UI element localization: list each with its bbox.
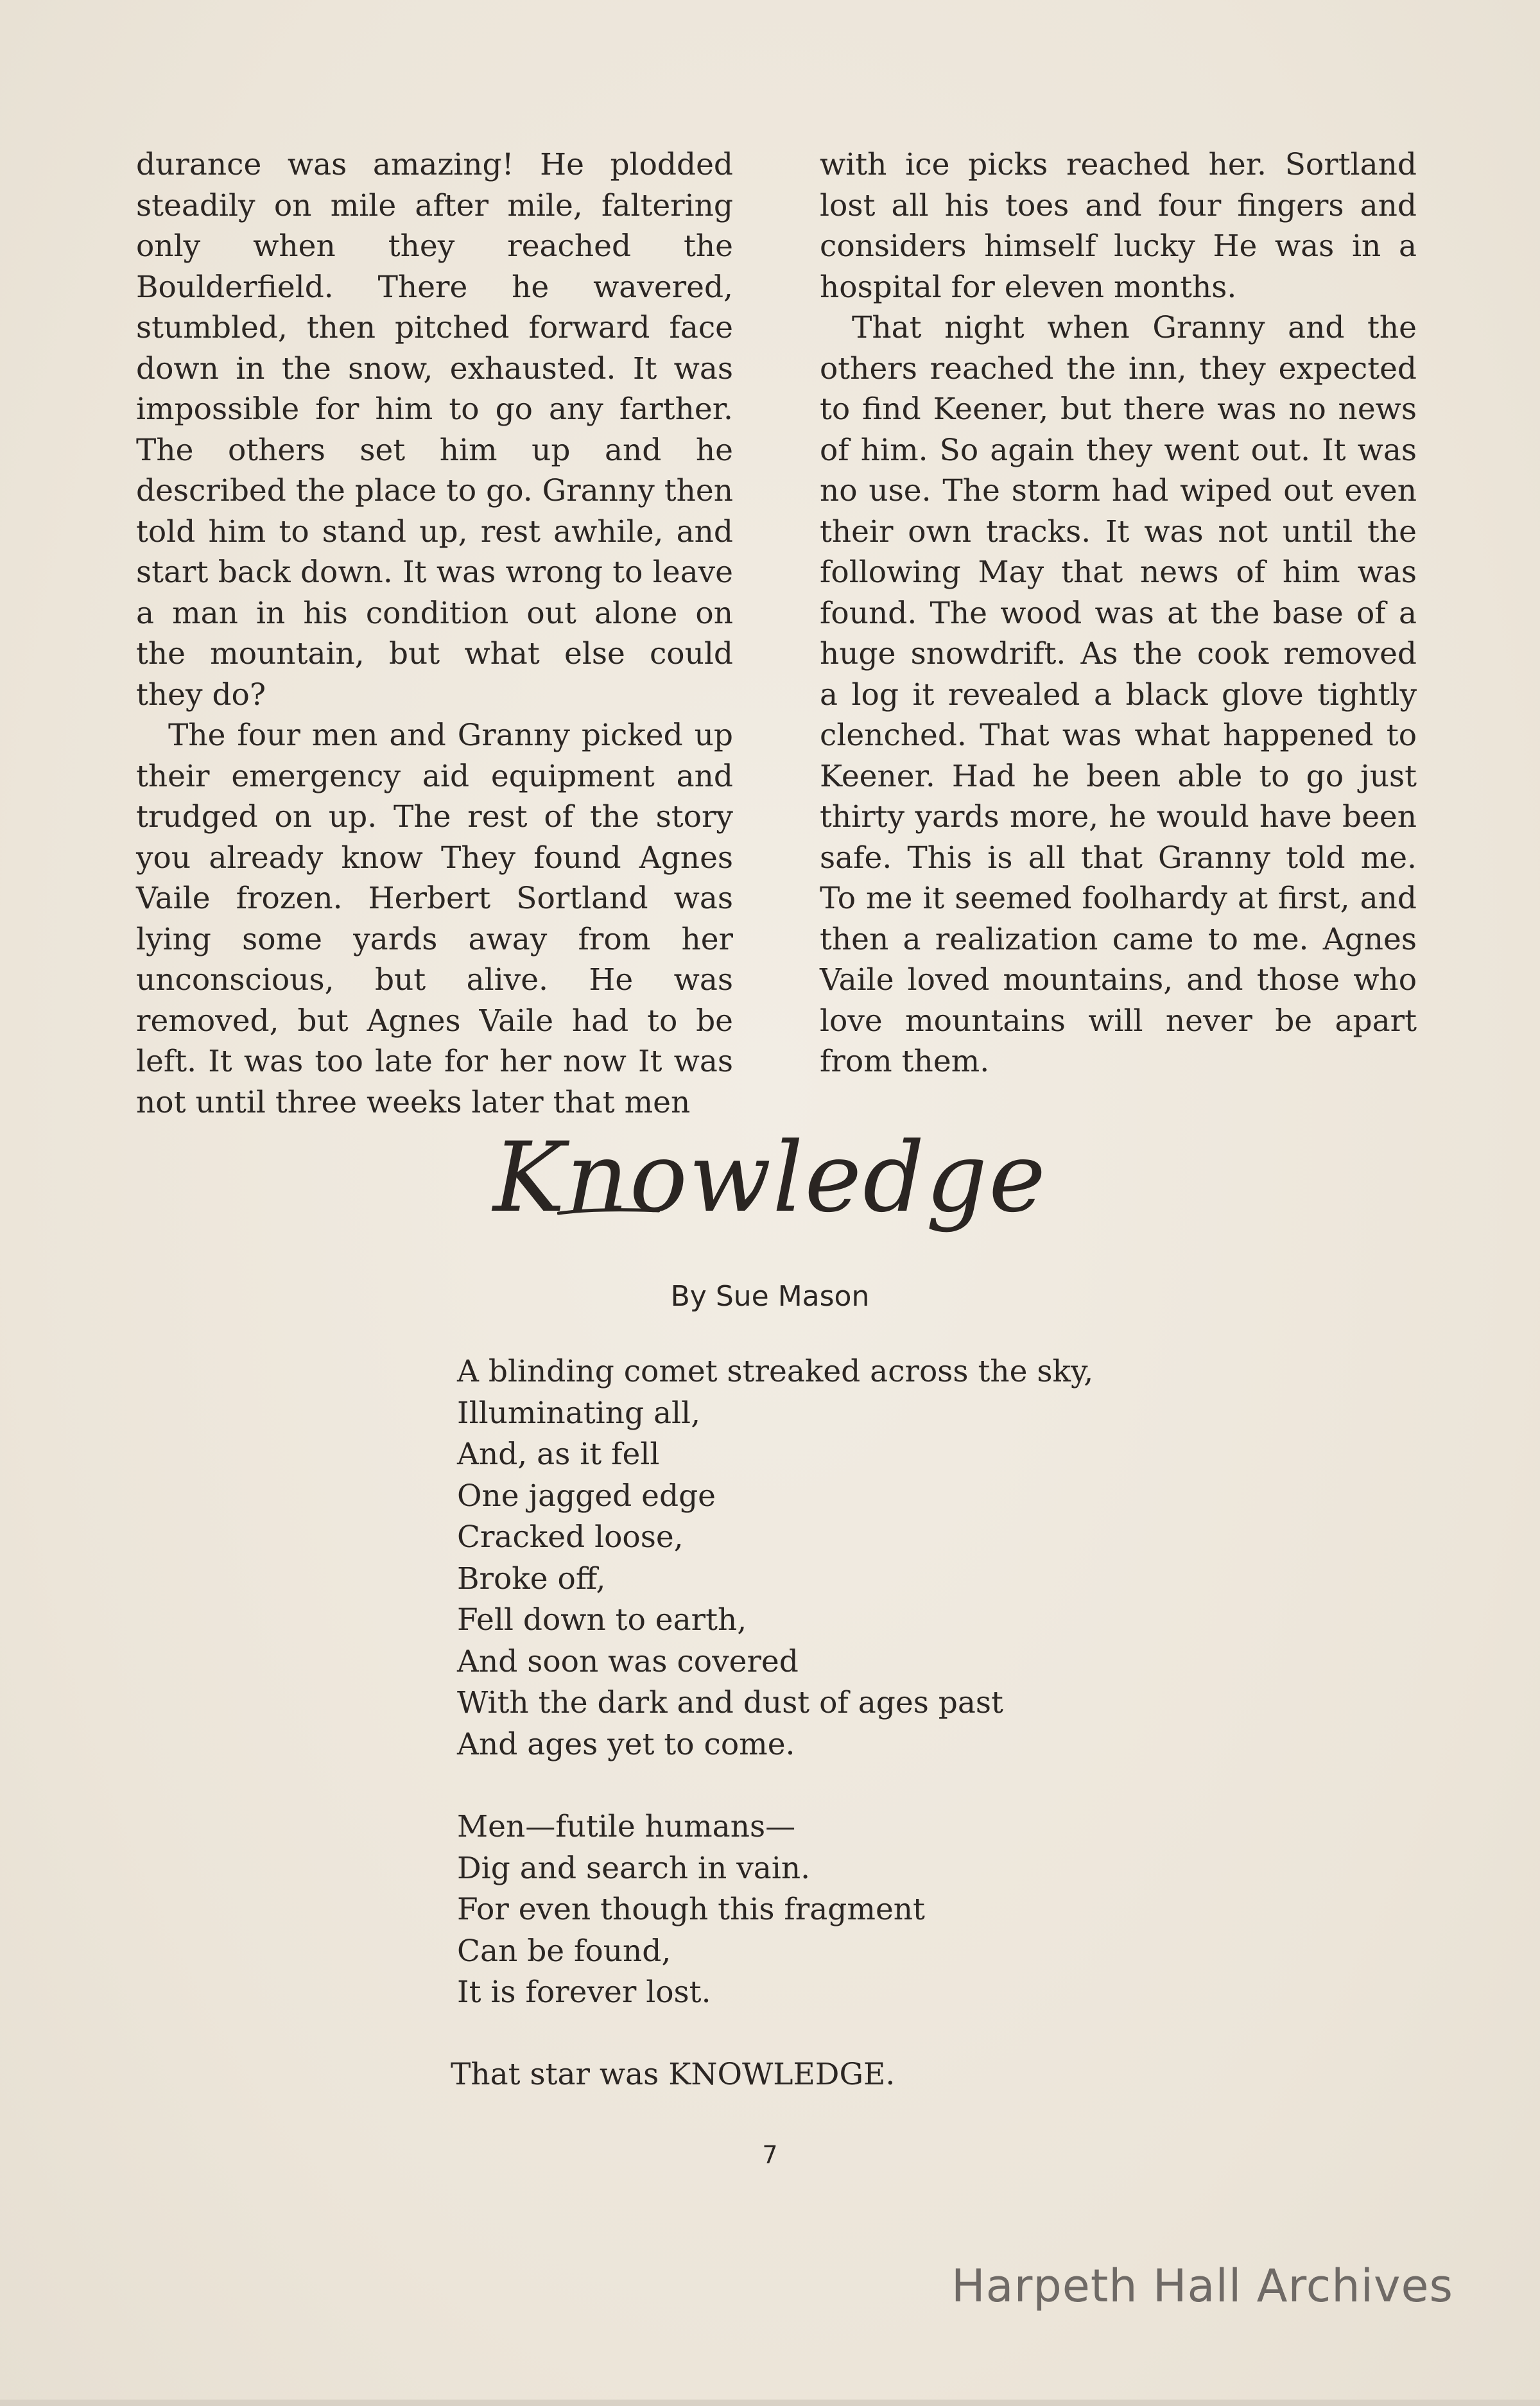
poem-line: For even though this fragment — [457, 1892, 925, 1927]
poem-line: Dig and search in vain. — [457, 1850, 811, 1886]
poem-line: Broke off, — [457, 1561, 606, 1597]
poem-title: Knowledge — [493, 1122, 1047, 1234]
poem-line: Illuminating all, — [457, 1395, 701, 1431]
page-bottom-edge — [0, 2400, 1540, 2406]
poem-line: And, as it fell — [457, 1437, 660, 1472]
poem-line: And ages yet to come. — [457, 1726, 795, 1762]
poem-line: With the dark and dust of ages past — [457, 1685, 1003, 1720]
title-flourish-icon — [557, 1207, 660, 1216]
poem-line: One jagged edge — [457, 1478, 716, 1514]
poem-line: It is forever lost. — [457, 1975, 711, 2010]
poem-stanza-1 — [457, 1351, 1163, 1765]
poem-line: Can be found, — [457, 1933, 671, 1969]
article-right-column — [820, 144, 1417, 1082]
poem-line: And soon was covered — [457, 1643, 799, 1679]
poem-body — [457, 1351, 1163, 2055]
article-paragraph: with ice picks reached her. Sortland lost all his toes and four fingers and considers himself lucky He was in a hospital for eleven months. — [820, 147, 1417, 305]
poem-line: Fell down to earth, — [457, 1602, 747, 1638]
poem-byline: By Sue Mason — [670, 1280, 870, 1313]
article-paragraph: durance was amazing! He plodded steadily on mile after mile, faltering only when they reached the Boulderfield. There he wavered, stumbled, then pitched forward face down in the snow, exhausted. It was impossible for him to go any farther. The others set him up and he described the place to go. Granny then told him to stand up, rest awhile, and start back down. It was wrong to leave a man in his condition out alone on the mountain, but what else could they do? — [136, 147, 733, 713]
article-paragraph: That night when Granny and the others reached the inn, they expected to find Keener, but there was no news of him. So again they went out. It was no use. The storm had wiped out even their own tracks. It was not until the following May that news of him was found. The wood was at the base of a huge snowdrift. As the cook removed a log it revealed a black glove tightly clenched. That was what happened to Keener. Had he been able to go just thirty yards more, he would have been safe. This is all that Granny told me. To me it seemed foolhardy at first, and then a realization came to me. Agnes Vaile loved mountains, and those who love mountains will never be apart from them. — [820, 310, 1417, 1079]
archive-watermark: Harpeth Hall Archives — [951, 2260, 1453, 2312]
poem-line: A blinding comet streaked across the sky, — [457, 1354, 1094, 1389]
article-paragraph: The four men and Granny picked up their emergency aid equipment and trudged on up. The rest of the story you already know They found Agnes Vaile frozen. Herbert Sortland was lying some yards away from her unconscious, but alive. He was removed, but Agnes Vaile had to be left. It was too late for her now It was not until three weeks later that men — [136, 718, 733, 1120]
poem-line: Cracked loose, — [457, 1519, 684, 1555]
page-number: 7 — [762, 2141, 778, 2169]
poem-stanza-2 — [457, 1806, 1163, 2014]
poem-line: Men—futile humans— — [457, 1809, 796, 1844]
article-left-column — [136, 144, 733, 1123]
poem-closing-line: That star was KNOWLEDGE. — [451, 2057, 895, 2092]
